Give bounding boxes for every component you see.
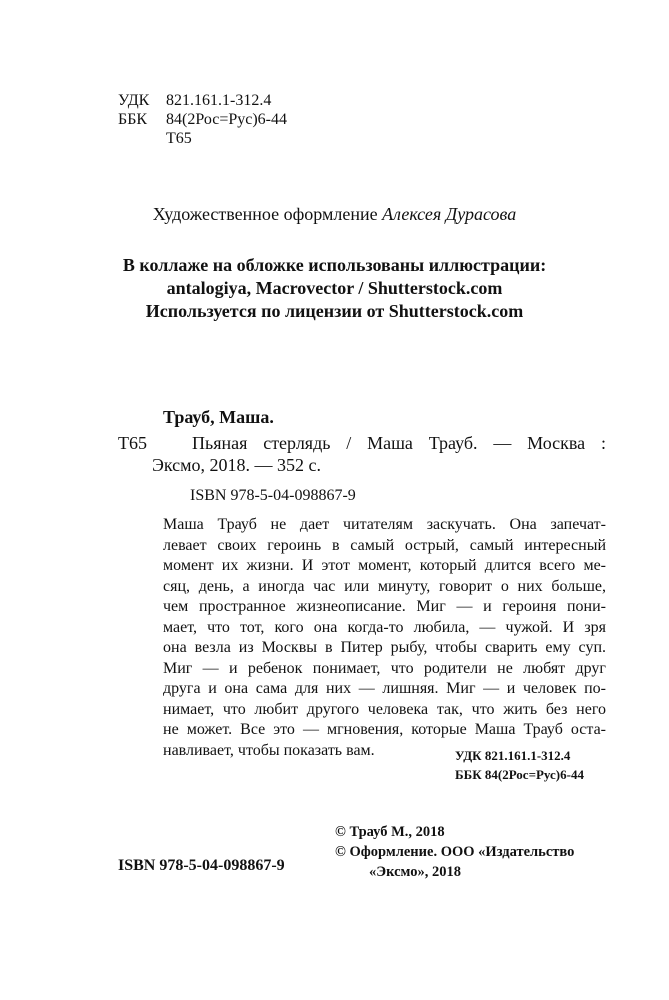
udk-label: УДК	[118, 92, 150, 109]
bib-author: Трауб, Маша.	[163, 407, 274, 427]
right-classification-codes	[455, 746, 584, 784]
bbk-value: 84(2Рос=Рус)6-44	[166, 111, 288, 128]
copyright-design: © Оформление. ООО «Издательство	[335, 844, 575, 860]
udk-row	[118, 91, 287, 110]
collage-line: antalogiya, Macrovector / Shutterstock.com	[166, 278, 503, 298]
annotation-line: Миг — и ребенок понимает, что родители не любят друг	[163, 659, 606, 677]
art-design-prefix: Художественное оформление	[152, 204, 383, 224]
annotation-line: мает, что тот, кого она когда-то любила, — чужой. И зря	[163, 618, 606, 636]
annotation-line: момент их жизни. И этот момент, который длится всего ме-	[163, 557, 606, 574]
right-udk: УДК 821.161.1-312.4	[455, 748, 571, 763]
collage-line: Используется по лицензии от Shutterstock.com	[145, 301, 524, 321]
udk-value: 821.161.1-312.4	[166, 92, 272, 109]
annotation-line: не может. Все это — мгновения, которые Маша Трауб оста-	[163, 721, 606, 738]
annotation-line: друга и она сама для них — лишняя. Миг — и человек по-	[163, 680, 606, 697]
annotation-line: Маша Трауб не дает читателям заскучать. Она запечат-	[163, 516, 606, 533]
art-design-credit	[0, 204, 669, 225]
right-bbk: ББК 84(2Рос=Рус)6-44	[455, 767, 584, 782]
annotation-line: чем пространное жизнеописание. Миг — и героиня пони-	[163, 598, 606, 615]
copyright-author: © Трауб М., 2018	[335, 824, 445, 840]
bbk-label: ББК	[118, 111, 148, 128]
annotation	[163, 515, 606, 761]
isbn-record: ISBN 978-5-04-098867-9	[190, 487, 356, 504]
bib-title-line: Пьяная стерлядь / Маша Трауб. — Москва :	[192, 433, 606, 453]
annotation-line: она везла из Москвы в Питер рыбу, чтобы сварить ему суп.	[163, 639, 606, 656]
collage-line: В коллаже на обложке использованы иллюстрации:	[122, 255, 547, 275]
copyright-publisher: «Эксмо», 2018	[369, 864, 461, 880]
bib-publisher-line: Эксмо, 2018. — 352 с.	[152, 455, 322, 475]
classification-codes	[118, 91, 287, 148]
bib-code: Т65	[118, 433, 147, 453]
author-mark-row	[118, 129, 287, 148]
copyright-block	[335, 822, 574, 882]
collage-credit	[0, 254, 669, 323]
isbn-bottom: ISBN 978-5-04-098867-9	[118, 857, 285, 874]
annotation-line: нимает, что любит другого человека так, что жить без него	[163, 700, 606, 718]
bbk-row	[118, 110, 287, 129]
author-mark: Т65	[166, 130, 192, 147]
annotation-line: навливает, чтобы показать вам.	[163, 741, 375, 759]
bibliographic-record	[118, 432, 606, 476]
annotation-line: левает своих героинь в самый острый, самый интересный	[163, 536, 606, 554]
art-designer-name: Алексея Дурасова	[382, 204, 517, 224]
annotation-line: сяц, день, а иногда час или минуту, говорит о них больше,	[163, 577, 606, 595]
